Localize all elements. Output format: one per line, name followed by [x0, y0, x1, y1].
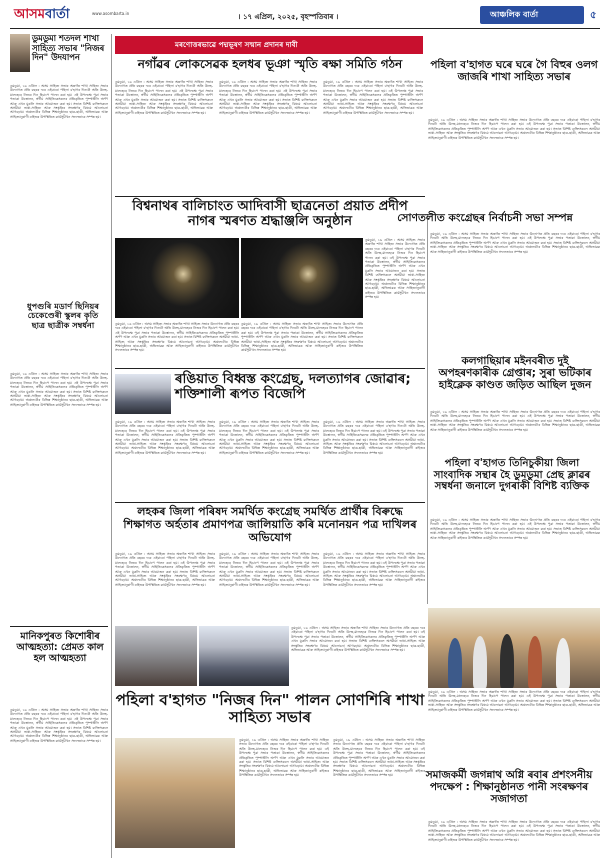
kalgachia-story [430, 356, 600, 456]
congress-text-1: ডুমডুমা, ১৬ এপ্ৰিল : অসম সাহিত্য সভাৰ অন্তৰ্গত শাখা সাহিত্য সভাৰ উদ্যোগত প্ৰতি বছৰৰ দৰে এইবাৰো পহিলা ব'হাগৰ দিনটো অতি উলহ-মালহেৰে নিজৰ দিন হিচাপে পালন কৰা হয়। এই উপলক্ষে পুৱা সভাৰ পতাকা উত্তোলন, স্বৰ্গীয় সাহিত্যিকসকলৰ প্ৰতিকৃতিত পুষ্পাঞ্জলি অৰ্পণ আৰু এখন মুকলি সভাৰ আয়োজন কৰা হয়। সভাত বিশিষ্ট ব্যক্তিসকলে অসমীয়া ভাষা-সাহিত্য আৰু সংস্কৃতিৰ সংৰক্ষণৰ বিষয়ে আলোচনা আগবঢ়ায়। অঞ্চলটোৰ বিভিন্ন শিক্ষানুষ্ঠানৰ ছাত্ৰ-ছাত্ৰী, অভিভাৱক আৰু সাহিত্যানুৰাগী ৰাইজৰ উপস্থিতিত কাৰ্যসূচীখন সফলতাৰে সম্পন্ন হয়। [115, 420, 215, 455]
nijor-photo-1 [115, 626, 197, 686]
top-headline: নগাঁৱৰ লোকসেৱক হলধৰ ভূঞা স্মৃতি ৰক্ষা সমিতি গঠন [137, 57, 403, 71]
top-banner [115, 36, 423, 54]
top-text-b: ডুমডুমা, ১৬ এপ্ৰিল : অসম সাহিত্য সভাৰ অন্তৰ্গত শাখা সাহিত্য সভাৰ উদ্যোগত প্ৰতি বছৰৰ দৰে এইবাৰো পহিলা ব'হাগৰ দিনটো অতি উলহ-মালহেৰে নিজৰ দিন হিচাপে পালন কৰা হয়। এই উপলক্ষে পুৱা সভাৰ পতাকা উত্তোলন, স্বৰ্গীয় সাহিত্যিকসকলৰ প্ৰতিকৃতিত পুষ্পাঞ্জলি অৰ্পণ আৰু এখন মুকলি সভাৰ আয়োজন কৰা হয়। সভাত বিশিষ্ট ব্যক্তিসকলে অসমীয়া ভাষা-সাহিত্য আৰু সংস্কৃতিৰ সংৰক্ষণৰ বিষয়ে আলোচনা আগবঢ়ায়। অঞ্চলটোৰ বিভিন্ন শিক্ষানুষ্ঠানৰ ছাত্ৰ-ছাত্ৰী, অভিভাৱক আৰু সাহিত্যানুৰাগী ৰাইজৰ উপস্থিতিত কাৰ্যসূচীখন সফলতাৰে সম্পন্ন হয়। [219, 80, 317, 115]
top-text-c: ডুমডুমা, ১৬ এপ্ৰিল : অসম সাহিত্য সভাৰ অন্তৰ্গত শাখা সাহিত্য সভাৰ উদ্যোগত প্ৰতি বছৰৰ দৰে এইবাৰো পহিলা ব'হাগৰ দিনটো অতি উলহ-মালহেৰে নিজৰ দিন হিচাপে পালন কৰা হয়। এই উপলক্ষে পুৱা সভাৰ পতাকা উত্তোলন, স্বৰ্গীয় সাহিত্যিকসকলৰ প্ৰতিকৃতিত পুষ্পাঞ্জলি অৰ্পণ আৰু এখন মুকলি সভাৰ আয়োজন কৰা হয়। সভাত বিশিষ্ট ব্যক্তিসকলে অসমীয়া ভাষা-সাহিত্য আৰু সংস্কৃতিৰ সংৰক্ষণৰ বিষয়ে আলোচনা আগবঢ়ায়। অঞ্চলটোৰ বিভিন্ন শিক্ষানুষ্ঠানৰ ছাত্ৰ-ছাত্ৰী, অভিভাৱক আৰু সাহিত্যানুৰাগী ৰাইজৰ উপস্থিতিত কাৰ্যসূচীখন সফলতাৰে সম্পন্ন হয়। [323, 80, 423, 115]
masthead-logo [14, 8, 70, 22]
rule-mid-top [115, 196, 425, 197]
nijor-din-story [115, 626, 425, 860]
balichang-text-1: ডুমডুমা, ১৬ এপ্ৰিল : অসম সাহিত্য সভাৰ অন্তৰ্গত শাখা সাহিত্য সভাৰ উদ্যোগত প্ৰতি বছৰৰ দৰে এইবাৰো পহিলা ব'হাগৰ দিনটো অতি উলহ-মালহেৰে নিজৰ দিন হিচাপে পালন কৰা হয়। এই উপলক্ষে পুৱা সভাৰ পতাকা উত্তোলন, স্বৰ্গীয় সাহিত্যিকসকলৰ প্ৰতিকৃতিত পুষ্পাঞ্জলি অৰ্পণ আৰু এখন মুকলি সভাৰ আয়োজন কৰা হয়। সভাত বিশিষ্ট ব্যক্তিসকলে অসমীয়া ভাষা-সাহিত্য আৰু সংস্কৃতিৰ সংৰক্ষণৰ বিষয়ে আলোচনা আগবঢ়ায়। অঞ্চলটোৰ বিভিন্ন শিক্ষানুষ্ঠানৰ ছাত্ৰ-ছাত্ৰী, অভিভাৱক আৰু সাহিত্যানুৰাগী ৰাইজৰ উপস্থিতিত কাৰ্যসূচীখন সফলতাৰে সম্পন্ন হয়। [115, 322, 239, 353]
lahkar-story [115, 502, 425, 622]
top-text-a: ডুমডুমা, ১৬ এপ্ৰিল : অসম সাহিত্য সভাৰ অন্তৰ্গত শাখা সাহিত্য সভাৰ উদ্যোগত প্ৰতি বছৰৰ দৰে এইবাৰো পহিলা ব'হাগৰ দিনটো অতি উলহ-মালহেৰে নিজৰ দিন হিচাপে পালন কৰা হয়। এই উপলক্ষে পুৱা সভাৰ পতাকা উত্তোলন, স্বৰ্গীয় সাহিত্যিকসকলৰ প্ৰতিকৃতিত পুষ্পাঞ্জলি অৰ্পণ আৰু এখন মুকলি সভাৰ আয়োজন কৰা হয়। সভাত বিশিষ্ট ব্যক্তিসকলে অসমীয়া ভাষা-সাহিত্য আৰু সংস্কৃতিৰ সংৰক্ষণৰ বিষয়ে আলোচনা আগবঢ়ায়। অঞ্চলটোৰ বিভিন্ন শিক্ষানুষ্ঠানৰ ছাত্ৰ-ছাত্ৰী, অভিভাৱক আৰু সাহিত্যানুৰাগী ৰাইজৰ উপস্থিতিত কাৰ্যসূচীখন সফলতাৰে সম্পন্ন হয়। [115, 80, 213, 115]
right-top-story [428, 60, 600, 210]
right-top-headline: পহিলা ব'হাগত ঘৰে ঘৰে গৈ বিহুৰ ওলগ জাজৰি শাখা সাহিত্য সভাৰ [430, 59, 598, 83]
tinsukia-story [430, 458, 600, 608]
nijor-text-1: ডুমডুমা, ১৬ এপ্ৰিল : অসম সাহিত্য সভাৰ অন্তৰ্গত শাখা সাহিত্য সভাৰ উদ্যোগত প্ৰতি বছৰৰ দৰে এইবাৰো পহিলা ব'হাগৰ দিনটো অতি উলহ-মালহেৰে নিজৰ দিন হিচাপে পালন কৰা হয়। এই উপলক্ষে পুৱা সভাৰ পতাকা উত্তোলন, স্বৰ্গীয় সাহিত্যিকসকলৰ প্ৰতিকৃতিত পুষ্পাঞ্জলি অৰ্পণ আৰু এখন মুকলি সভাৰ আয়োজন কৰা হয়। সভাত বিশিষ্ট ব্যক্তিসকলে অসমীয়া ভাষা-সাহিত্য আৰু সংস্কৃতিৰ সংৰক্ষণৰ বিষয়ে আলোচনা আগবঢ়ায়। অঞ্চলটোৰ বিভিন্ন শিক্ষানুষ্ঠানৰ ছাত্ৰ-ছাত্ৰী, অভিভাৱক আৰু সাহিত্যানুৰাগী ৰাইজৰ উপস্থিতিত কাৰ্যসূচীখন সফলতাৰে সম্পন্ন হয়। [239, 738, 329, 778]
sonitpur-story [397, 212, 600, 354]
balichang-text-2: ডুমডুমা, ১৬ এপ্ৰিল : অসম সাহিত্য সভাৰ অন্তৰ্গত শাখা সাহিত্য সভাৰ উদ্যোগত প্ৰতি বছৰৰ দৰে এইবাৰো পহিলা ব'হাগৰ দিনটো অতি উলহ-মালহেৰে নিজৰ দিন হিচাপে পালন কৰা হয়। এই উপলক্ষে পুৱা সভাৰ পতাকা উত্তোলন, স্বৰ্গীয় সাহিত্যিকসকলৰ প্ৰতিকৃতিত পুষ্পাঞ্জলি অৰ্পণ আৰু এখন মুকলি সভাৰ আয়োজন কৰা হয়। সভাত বিশিষ্ট ব্যক্তিসকলে অসমীয়া ভাষা-সাহিত্য আৰু সংস্কৃতিৰ সংৰক্ষণৰ বিষয়ে আলোচনা আগবঢ়ায়। অঞ্চলটোৰ বিভিন্ন শিক্ষানুষ্ঠানৰ ছাত্ৰ-ছাত্ৰী, অভিভাৱক আৰু সাহিত্যানুৰাগী ৰাইজৰ উপস্থিতিত কাৰ্যসূচীখন সফলতাৰে সম্পন্ন হয়। [241, 322, 363, 353]
jagannath-headline: সমাজকৰ্মী জগন্নাথ অগ্নি ৰবাৰ প্ৰশংসনীয় পদক্ষেপ : শিক্ষানুষ্ঠানত পানী সংৰক্ষণৰ সজাগতা [425, 769, 593, 805]
sonitpur-headline: সোণতলীত কংগ্ৰেছৰ নিৰ্বাচনী সভা সম্পন্ন [397, 212, 573, 224]
jagannath-story [425, 769, 600, 860]
left-headline-3: মানিকপুৰত কিশোৰীৰ আত্মহত্যা: প্ৰেমত কাল হল আত্মহত্যা [16, 631, 104, 664]
section-label: আঞ্চলিক বাৰ্তা [490, 10, 539, 19]
masthead-date: । ১৭ এপ্ৰিল, ২০২৫, বৃহস্পতিবাৰ । [238, 13, 339, 21]
tinsukia-photo [428, 608, 600, 688]
top-story [115, 36, 423, 190]
page-number: ৫ [590, 10, 597, 21]
congress-headline: ৰঙিয়াত বিধ্বস্ত কংগ্ৰেছ, দলত্যাগৰ জোৱাৰ; শক্তিশালী ৰূপত বিজেপি [175, 372, 411, 403]
logo-left: আসম [14, 7, 45, 22]
logo-right: বাৰ্তা [44, 7, 70, 22]
left-headline-2: ধুপগুৰি মডাৰ্ণ ছিনিয়ৰ চেকেণ্ডেৰী স্কুলৰ কৃতি ছাত্ৰ ছাত্ৰীক সম্বৰ্ধনা [27, 301, 99, 330]
left-divider [111, 34, 112, 858]
lahkar-text-3: ডুমডুমা, ১৬ এপ্ৰিল : অসম সাহিত্য সভাৰ অন্তৰ্গত শাখা সাহিত্য সভাৰ উদ্যোগত প্ৰতি বছৰৰ দৰে এইবাৰো পহিলা ব'হাগৰ দিনটো অতি উলহ-মালহেৰে নিজৰ দিন হিচাপে পালন কৰা হয়। এই উপলক্ষে পুৱা সভাৰ পতাকা উত্তোলন, স্বৰ্গীয় সাহিত্যিকসকলৰ প্ৰতিকৃতিত পুষ্পাঞ্জলি অৰ্পণ আৰু এখন মুকলি সভাৰ আয়োজন কৰা হয়। সভাত বিশিষ্ট ব্যক্তিসকলে অসমীয়া ভাষা-সাহিত্য আৰু সংস্কৃতিৰ সংৰক্ষণৰ বিষয়ে আলোচনা আগবঢ়ায়। অঞ্চলটোৰ বিভিন্ন শিক্ষানুষ্ঠানৰ ছাত্ৰ-ছাত্ৰী, অভিভাৱক আৰু সাহিত্যানুৰাগী ৰাইজৰ উপস্থিতিত কাৰ্যসূচীখন সফলতাৰে সম্পন্ন হয়। [323, 552, 425, 587]
top-banner-text: মৰণোত্তৰভাৱে পদ্মভূষণ সন্মান প্ৰদানৰ দাবী [175, 40, 298, 49]
lahkar-headline: লহকৰ জিলা পৰিষদ সমৰ্থিত কংগ্ৰেছ সমৰ্থিত প্ৰাৰ্থীৰ বিৰুদ্ধে শিক্ষাগত অৰ্হতাৰ প্ৰমাণপত্ৰ জালিয়াতি কৰি মনোনয়ন পত্ৰ দাখিলৰ অভিযোগ [123, 505, 417, 544]
tinsukia-headline: পহিলা ব'হাগত তিনিচুকীয়া জিলা সাংবাদিক সন্থাৰ হৈ ডুমডুমা প্ৰেছ ক্লাৱৰ সম্বৰ্ধনা জনালে দুগৰাকী বিশিষ্ট ব্যক্তিক [433, 458, 591, 493]
masthead [0, 0, 610, 32]
congress-story [115, 370, 425, 500]
nijor-text-top: ডুমডুমা, ১৬ এপ্ৰিল : অসম সাহিত্য সভাৰ অন্তৰ্গত শাখা সাহিত্য সভাৰ উদ্যোগত প্ৰতি বছৰৰ দৰে এইবাৰো পহিলা ব'হাগৰ দিনটো অতি উলহ-মালহেৰে নিজৰ দিন হিচাপে পালন কৰা হয়। এই উপলক্ষে পুৱা সভাৰ পতাকা উত্তোলন, স্বৰ্গীয় সাহিত্যিকসকলৰ প্ৰতিকৃতিত পুষ্পাঞ্জলি অৰ্পণ আৰু এখন মুকলি সভাৰ আয়োজন কৰা হয়। সভাত বিশিষ্ট ব্যক্তিসকলে অসমীয়া ভাষা-সাহিত্য আৰু সংস্কৃতিৰ সংৰক্ষণৰ বিষয়ে আলোচনা আগবঢ়ায়। অঞ্চলটোৰ বিভিন্ন শিক্ষানুষ্ঠানৰ ছাত্ৰ-ছাত্ৰী, অভিভাৱক আৰু সাহিত্যানুৰাগী ৰাইজৰ উপস্থিতিত কাৰ্যসূচীখন সফলতাৰে সম্পন্ন হয়। [291, 626, 425, 653]
kalgachia-headline: কলগাছিয়াৰ মইনবৰীত দুই অপহৰণকাৰীক গ্ৰেপ্তাৰ; সুৰা ভটিকাৰ হাইক্লেক কাণ্ডত জড়িত আছিল দুজন [438, 355, 592, 391]
masthead-web[interactable]: www.asombarta.in [92, 11, 130, 16]
congress-text-3: ডুমডুমা, ১৬ এপ্ৰিল : অসম সাহিত্য সভাৰ অন্তৰ্গত শাখা সাহিত্য সভাৰ উদ্যোগত প্ৰতি বছৰৰ দৰে এইবাৰো পহিলা ব'হাগৰ দিনটো অতি উলহ-মালহেৰে নিজৰ দিন হিচাপে পালন কৰা হয়। এই উপলক্ষে পুৱা সভাৰ পতাকা উত্তোলন, স্বৰ্গীয় সাহিত্যিকসকলৰ প্ৰতিকৃতিত পুষ্পাঞ্জলি অৰ্পণ আৰু এখন মুকলি সভাৰ আয়োজন কৰা হয়। সভাত বিশিষ্ট ব্যক্তিসকলে অসমীয়া ভাষা-সাহিত্য আৰু সংস্কৃতিৰ সংৰক্ষণৰ বিষয়ে আলোচনা আগবঢ়ায়। অঞ্চলটোৰ বিভিন্ন শিক্ষানুষ্ঠানৰ ছাত্ৰ-ছাত্ৰী, অভিভাৱক আৰু সাহিত্যানুৰাগী ৰাইজৰ উপস্থিতিত কাৰ্যসূচীখন সফলতাৰে সম্পন্ন হয়। [323, 420, 425, 455]
tinsukia-text: ডুমডুমা, ১৬ এপ্ৰিল : অসম সাহিত্য সভাৰ অন্তৰ্গত শাখা সাহিত্য সভাৰ উদ্যোগত প্ৰতি বছৰৰ দৰে এইবাৰো পহিলা ব'হাগৰ দিনটো অতি উলহ-মালহেৰে নিজৰ দিন হিচাপে পালন কৰা হয়। এই উপলক্ষে পুৱা সভাৰ পতাকা উত্তোলন, স্বৰ্গীয় সাহিত্যিকসকলৰ প্ৰতিকৃতিত পুষ্পাঞ্জলি অৰ্পণ আৰু এখন মুকলি সভাৰ আয়োজন কৰা হয়। সভাত বিশিষ্ট ব্যক্তিসকলে অসমীয়া ভাষা-সাহিত্য আৰু সংস্কৃতিৰ সংৰক্ষণৰ বিষয়ে আলোচনা আগবঢ়ায়। অঞ্চলটোৰ বিভিন্ন শিক্ষানুষ্ঠানৰ ছাত্ৰ-ছাত্ৰী, অভিভাৱক আৰু সাহিত্যানুৰাগী ৰাইজৰ উপস্থিতিত কাৰ্যসূচীখন সফলতাৰে সম্পন্ন হয়। [430, 518, 600, 540]
tinsukia-more-text: ডুমডুমা, ১৬ এপ্ৰিল : অসম সাহিত্য সভাৰ অন্তৰ্গত শাখা সাহিত্য সভাৰ উদ্যোগত প্ৰতি বছৰৰ দৰে এইবাৰো পহিলা ব'হাগৰ দিনটো অতি উলহ-মালহেৰে নিজৰ দিন হিচাপে পালন কৰা হয়। এই উপলক্ষে পুৱা সভাৰ পতাকা উত্তোলন, স্বৰ্গীয় সাহিত্যিকসকলৰ প্ৰতিকৃতিত পুষ্পাঞ্জলি অৰ্পণ আৰু এখন মুকলি সভাৰ আয়োজন কৰা হয়। সভাত বিশিষ্ট ব্যক্তিসকলে অসমীয়া ভাষা-সাহিত্য আৰু সংস্কৃতিৰ সংৰক্ষণৰ বিষয়ে আলোচনা আগবঢ়ায়। অঞ্চলটোৰ বিভিন্ন শিক্ষানুষ্ঠানৰ ছাত্ৰ-ছাত্ৰী, অভিভাৱক আৰু সাহিত্যানুৰাগী ৰাইজৰ উপস্থিতিত কাৰ্যসূচীখন সফলতাৰে সম্পন্ন হয়। [428, 690, 600, 712]
nijor-text-2: ডুমডুমা, ১৬ এপ্ৰিল : অসম সাহিত্য সভাৰ অন্তৰ্গত শাখা সাহিত্য সভাৰ উদ্যোগত প্ৰতি বছৰৰ দৰে এইবাৰো পহিলা ব'হাগৰ দিনটো অতি উলহ-মালহেৰে নিজৰ দিন হিচাপে পালন কৰা হয়। এই উপলক্ষে পুৱা সভাৰ পতাকা উত্তোলন, স্বৰ্গীয় সাহিত্যিকসকলৰ প্ৰতিকৃতিত পুষ্পাঞ্জলি অৰ্পণ আৰু এখন মুকলি সভাৰ আয়োজন কৰা হয়। সভাত বিশিষ্ট ব্যক্তিসকলে অসমীয়া ভাষা-সাহিত্য আৰু সংস্কৃতিৰ সংৰক্ষণৰ বিষয়ে আলোচনা আগবঢ়ায়। অঞ্চলটোৰ বিভিন্ন শিক্ষানুষ্ঠানৰ ছাত্ৰ-ছাত্ৰী, অভিভাৱক আৰু সাহিত্যানুৰাগী ৰাইজৰ উপস্থিতিত কাৰ্যসূচীখন সফলতাৰে সম্পন্ন হয়। [333, 738, 425, 778]
nijor-photo-3 [115, 738, 235, 848]
rule-congress [115, 368, 425, 369]
right-top-text: ডুমডুমা, ১৬ এপ্ৰিল : অসম সাহিত্য সভাৰ অন্তৰ্গত শাখা সাহিত্য সভাৰ উদ্যোগত প্ৰতি বছৰৰ দৰে এইবাৰো পহিলা ব'হাগৰ দিনটো অতি উলহ-মালহেৰে নিজৰ দিন হিচাপে পালন কৰা হয়। এই উপলক্ষে পুৱা সভাৰ পতাকা উত্তোলন, স্বৰ্গীয় সাহিত্যিকসকলৰ প্ৰতিকৃতিত পুষ্পাঞ্জলি অৰ্পণ আৰু এখন মুকলি সভাৰ আয়োজন কৰা হয়। সভাত বিশিষ্ট ব্যক্তিসকলে অসমীয়া ভাষা-সাহিত্য আৰু সংস্কৃতিৰ সংৰক্ষণৰ বিষয়ে আলোচনা আগবঢ়ায়। অঞ্চলটোৰ বিভিন্ন শিক্ষানুষ্ঠানৰ ছাত্ৰ-ছাত্ৰী, অভিভাৱক আৰু সাহিত্যানুৰাগী ৰাইজৰ উপস্থিতিত কাৰ্যসূচীখন সফলতাৰে সম্পন্ন হয়। [428, 118, 600, 140]
balichang-photo-1 [115, 238, 239, 318]
kalgachia-text: ডুমডুমা, ১৬ এপ্ৰিল : অসম সাহিত্য সভাৰ অন্তৰ্গত শাখা সাহিত্য সভাৰ উদ্যোগত প্ৰতি বছৰৰ দৰে এইবাৰো পহিলা ব'হাগৰ দিনটো অতি উলহ-মালহেৰে নিজৰ দিন হিচাপে পালন কৰা হয়। এই উপলক্ষে পুৱা সভাৰ পতাকা উত্তোলন, স্বৰ্গীয় সাহিত্যিকসকলৰ প্ৰতিকৃতিত পুষ্পাঞ্জলি অৰ্পণ আৰু এখন মুকলি সভাৰ আয়োজন কৰা হয়। সভাত বিশিষ্ট ব্যক্তিসকলে অসমীয়া ভাষা-সাহিত্য আৰু সংস্কৃতিৰ সংৰক্ষণৰ বিষয়ে আলোচনা আগবঢ়ায়। অঞ্চলটোৰ বিভিন্ন শিক্ষানুষ্ঠানৰ ছাত্ৰ-ছাত্ৰী, অভিভাৱক আৰু সাহিত্যানুৰাগী ৰাইজৰ উপস্থিতিত কাৰ্যসূচীখন সফলতাৰে সম্পন্ন হয়। [430, 410, 600, 432]
left-text-1: ডুমডুমা, ১৬ এপ্ৰিল : অসম সাহিত্য সভাৰ অন্তৰ্গত শাখা সাহিত্য সভাৰ উদ্যোগত প্ৰতি বছৰৰ দৰে এইবাৰো পহিলা ব'হাগৰ দিনটো অতি উলহ-মালহেৰে নিজৰ দিন হিচাপে পালন কৰা হয়। এই উপলক্ষে পুৱা সভাৰ পতাকা উত্তোলন, স্বৰ্গীয় সাহিত্যিকসকলৰ প্ৰতিকৃতিত পুষ্পাঞ্জলি অৰ্পণ আৰু এখন মুকলি সভাৰ আয়োজন কৰা হয়। সভাত বিশিষ্ট ব্যক্তিসকলে অসমীয়া ভাষা-সাহিত্য আৰু সংস্কৃতিৰ সংৰক্ষণৰ বিষয়ে আলোচনা আগবঢ়ায়। অঞ্চলটোৰ বিভিন্ন শিক্ষানুষ্ঠানৰ ছাত্ৰ-ছাত্ৰী, অভিভাৱক আৰু সাহিত্যানুৰাগী ৰাইজৰ উপস্থিতিত কাৰ্যসূচীখন সফলতাৰে সম্পন্ন হয়। [10, 84, 108, 119]
left-column [10, 32, 108, 862]
lahkar-text-2: ডুমডুমা, ১৬ এপ্ৰিল : অসম সাহিত্য সভাৰ অন্তৰ্গত শাখা সাহিত্য সভাৰ উদ্যোগত প্ৰতি বছৰৰ দৰে এইবাৰো পহিলা ব'হাগৰ দিনটো অতি উলহ-মালহেৰে নিজৰ দিন হিচাপে পালন কৰা হয়। এই উপলক্ষে পুৱা সভাৰ পতাকা উত্তোলন, স্বৰ্গীয় সাহিত্যিকসকলৰ প্ৰতিকৃতিত পুষ্পাঞ্জলি অৰ্পণ আৰু এখন মুকলি সভাৰ আয়োজন কৰা হয়। সভাত বিশিষ্ট ব্যক্তিসকলে অসমীয়া ভাষা-সাহিত্য আৰু সংস্কৃতিৰ সংৰক্ষণৰ বিষয়ে আলোচনা আগবঢ়ায়। অঞ্চলটোৰ বিভিন্ন শিক্ষানুষ্ঠানৰ ছাত্ৰ-ছাত্ৰী, অভিভাৱক আৰু সাহিত্যানুৰাগী ৰাইজৰ উপস্থিতিত কাৰ্যসূচীখন সফলতাৰে সম্পন্ন হয়। [219, 552, 319, 587]
balichang-photo-2 [241, 238, 363, 318]
left-headline-1: ডুমডুমা শতদল শাখা সাহিত্য সভাৰ "নিজৰ দিন" উদযাপন [32, 33, 105, 63]
section-tag [480, 6, 584, 24]
balichang-headline: বিশ্বনাথৰ বালিচাংত আদিবাসী ছাত্ৰনেতা প্ৰয়াত প্ৰদীপ নাগৰ স্মৰণত শ্ৰদ্ধাঞ্জলি অনুষ্ঠান [132, 199, 408, 229]
sonitpur-text: ডুমডুমা, ১৬ এপ্ৰিল : অসম সাহিত্য সভাৰ অন্তৰ্গত শাখা সাহিত্য সভাৰ উদ্যোগত প্ৰতি বছৰৰ দৰে এইবাৰো পহিলা ব'হাগৰ দিনটো অতি উলহ-মালহেৰে নিজৰ দিন হিচাপে পালন কৰা হয়। এই উপলক্ষে পুৱা সভাৰ পতাকা উত্তোলন, স্বৰ্গীয় সাহিত্যিকসকলৰ প্ৰতিকৃতিত পুষ্পাঞ্জলি অৰ্পণ আৰু এখন মুকলি সভাৰ আয়োজন কৰা হয়। সভাত বিশিষ্ট ব্যক্তিসকলে অসমীয়া ভাষা-সাহিত্য আৰু সংস্কৃতিৰ সংৰক্ষণৰ বিষয়ে আলোচনা আগবঢ়ায়। অঞ্চলটোৰ বিভিন্ন শিক্ষানুষ্ঠানৰ ছাত্ৰ-ছাত্ৰী, অভিভাৱক আৰু সাহিত্যানুৰাগী ৰাইজৰ উপস্থিতিত কাৰ্যসূচীখন সফলতাৰে সম্পন্ন হয়। [430, 232, 600, 254]
left-photo-1 [10, 34, 30, 72]
jagannath-text: ডুমডুমা, ১৬ এপ্ৰিল : অসম সাহিত্য সভাৰ অন্তৰ্গত শাখা সাহিত্য সভাৰ উদ্যোগত প্ৰতি বছৰৰ দৰে এইবাৰো পহিলা ব'হাগৰ দিনটো অতি উলহ-মালহেৰে নিজৰ দিন হিচাপে পালন কৰা হয়। এই উপলক্ষে পুৱা সভাৰ পতাকা উত্তোলন, স্বৰ্গীয় সাহিত্যিকসকলৰ প্ৰতিকৃতিত পুষ্পাঞ্জলি অৰ্পণ আৰু এখন মুকলি সভাৰ আয়োজন কৰা হয়। সভাত বিশিষ্ট ব্যক্তিসকলে অসমীয়া ভাষা-সাহিত্য আৰু সংস্কৃতিৰ সংৰক্ষণৰ বিষয়ে আলোচনা আগবঢ়ায়। অঞ্চলটোৰ বিভিন্ন শিক্ষানুষ্ঠানৰ ছাত্ৰ-ছাত্ৰী, অভিভাৱক আৰু সাহিত্যানুৰাগী ৰাইজৰ উপস্থিতিত কাৰ্যসূচীখন সফলতাৰে সম্পন্ন হয়। [428, 820, 600, 842]
left-text-3: ডুমডুমা, ১৬ এপ্ৰিল : অসম সাহিত্য সভাৰ অন্তৰ্গত শাখা সাহিত্য সভাৰ উদ্যোগত প্ৰতি বছৰৰ দৰে এইবাৰো পহিলা ব'হাগৰ দিনটো অতি উলহ-মালহেৰে নিজৰ দিন হিচাপে পালন কৰা হয়। এই উপলক্ষে পুৱা সভাৰ পতাকা উত্তোলন, স্বৰ্গীয় সাহিত্যিকসকলৰ প্ৰতিকৃতিত পুষ্পাঞ্জলি অৰ্পণ আৰু এখন মুকলি সভাৰ আয়োজন কৰা হয়। সভাত বিশিষ্ট ব্যক্তিসকলে অসমীয়া ভাষা-সাহিত্য আৰু সংস্কৃতিৰ সংৰক্ষণৰ বিষয়ে আলোচনা আগবঢ়ায়। অঞ্চলটোৰ বিভিন্ন শিক্ষানুষ্ঠানৰ ছাত্ৰ-ছাত্ৰী, অভিভাৱক আৰু সাহিত্যানুৰাগী ৰাইজৰ উপস্থিতিত কাৰ্যসূচীখন সফলতাৰে সম্পন্ন হয়। [10, 708, 108, 743]
congress-text-2: ডুমডুমা, ১৬ এপ্ৰিল : অসম সাহিত্য সভাৰ অন্তৰ্গত শাখা সাহিত্য সভাৰ উদ্যোগত প্ৰতি বছৰৰ দৰে এইবাৰো পহিলা ব'হাগৰ দিনটো অতি উলহ-মালহেৰে নিজৰ দিন হিচাপে পালন কৰা হয়। এই উপলক্ষে পুৱা সভাৰ পতাকা উত্তোলন, স্বৰ্গীয় সাহিত্যিকসকলৰ প্ৰতিকৃতিত পুষ্পাঞ্জলি অৰ্পণ আৰু এখন মুকলি সভাৰ আয়োজন কৰা হয়। সভাত বিশিষ্ট ব্যক্তিসকলে অসমীয়া ভাষা-সাহিত্য আৰু সংস্কৃতিৰ সংৰক্ষণৰ বিষয়ে আলোচনা আগবঢ়ায়। অঞ্চলটোৰ বিভিন্ন শিক্ষানুষ্ঠানৰ ছাত্ৰ-ছাত্ৰী, অভিভাৱক আৰু সাহিত্যানুৰাগী ৰাইজৰ উপস্থিতিত কাৰ্যসূচীখন সফলতাৰে সম্পন্ন হয়। [219, 420, 319, 455]
lahkar-text-1: ডুমডুমা, ১৬ এপ্ৰিল : অসম সাহিত্য সভাৰ অন্তৰ্গত শাখা সাহিত্য সভাৰ উদ্যোগত প্ৰতি বছৰৰ দৰে এইবাৰো পহিলা ব'হাগৰ দিনটো অতি উলহ-মালহেৰে নিজৰ দিন হিচাপে পালন কৰা হয়। এই উপলক্ষে পুৱা সভাৰ পতাকা উত্তোলন, স্বৰ্গীয় সাহিত্যিকসকলৰ প্ৰতিকৃতিত পুষ্পাঞ্জলি অৰ্পণ আৰু এখন মুকলি সভাৰ আয়োজন কৰা হয়। সভাত বিশিষ্ট ব্যক্তিসকলে অসমীয়া ভাষা-সাহিত্য আৰু সংস্কৃতিৰ সংৰক্ষণৰ বিষয়ে আলোচনা আগবঢ়ায়। অঞ্চলটোৰ বিভিন্ন শিক্ষানুষ্ঠানৰ ছাত্ৰ-ছাত্ৰী, অভিভাৱক আৰু সাহিত্যানুৰাগী ৰাইজৰ উপস্থিতিত কাৰ্যসূচীখন সফলতাৰে সম্পন্ন হয়। [115, 552, 215, 587]
congress-photo [115, 374, 171, 414]
left-rule [10, 626, 108, 627]
rule-lahkar [115, 502, 425, 503]
nijor-headline: পহিলা ব'হাগত "নিজৰ দিন" পালন সোণশিৰি শাখা সাহিত্য সভাৰ [115, 691, 425, 727]
right-divider [427, 214, 428, 604]
left-text-2: ডুমডুমা, ১৬ এপ্ৰিল : অসম সাহিত্য সভাৰ অন্তৰ্গত শাখা সাহিত্য সভাৰ উদ্যোগত প্ৰতি বছৰৰ দৰে এইবাৰো পহিলা ব'হাগৰ দিনটো অতি উলহ-মালহেৰে নিজৰ দিন হিচাপে পালন কৰা হয়। এই উপলক্ষে পুৱা সভাৰ পতাকা উত্তোলন, স্বৰ্গীয় সাহিত্যিকসকলৰ প্ৰতিকৃতিত পুষ্পাঞ্জলি অৰ্পণ আৰু এখন মুকলি সভাৰ আয়োজন কৰা হয়। সভাত বিশিষ্ট ব্যক্তিসকলে অসমীয়া ভাষা-সাহিত্য আৰু সংস্কৃতিৰ সংৰক্ষণৰ বিষয়ে আলোচনা আগবঢ়ায়। অঞ্চলটোৰ বিভিন্ন শিক্ষানুষ্ঠানৰ ছাত্ৰ-ছাত্ৰী, অভিভাৱক আৰু সাহিত্যানুৰাগী ৰাইজৰ উপস্থিতিত কাৰ্যসূচীখন সফলতাৰে সম্পন্ন হয়। [10, 372, 108, 407]
nijor-photo-2 [199, 626, 289, 686]
masthead-rule [10, 28, 600, 29]
balichang-text-3: ডুমডুমা, ১৬ এপ্ৰিল : অসম সাহিত্য সভাৰ অন্তৰ্গত শাখা সাহিত্য সভাৰ উদ্যোগত প্ৰতি বছৰৰ দৰে এইবাৰো পহিলা ব'হাগৰ দিনটো অতি উলহ-মালহেৰে নিজৰ দিন হিচাপে পালন কৰা হয়। এই উপলক্ষে পুৱা সভাৰ পতাকা উত্তোলন, স্বৰ্গীয় সাহিত্যিকসকলৰ প্ৰতিকৃতিত পুষ্পাঞ্জলি অৰ্পণ আৰু এখন মুকলি সভাৰ আয়োজন কৰা হয়। সভাত বিশিষ্ট ব্যক্তিসকলে অসমীয়া ভাষা-সাহিত্য আৰু সংস্কৃতিৰ সংৰক্ষণৰ বিষয়ে আলোচনা আগবঢ়ায়। অঞ্চলটোৰ বিভিন্ন শিক্ষানুষ্ঠানৰ ছাত্ৰ-ছাত্ৰী, অভিভাৱক আৰু সাহিত্যানুৰাগী ৰাইজৰ উপস্থিতিত কাৰ্যসূচীখন সফলতাৰে সম্পন্ন হয়। [365, 238, 425, 300]
